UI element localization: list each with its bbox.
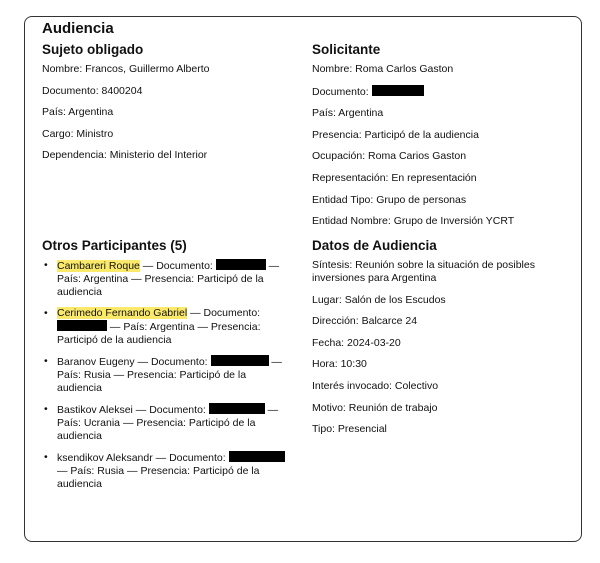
datos-tipo: Tipo: Presencial xyxy=(312,423,387,436)
solicitante-representacion: Representación: En representación xyxy=(312,171,477,184)
datos-audiencia-section xyxy=(312,238,572,445)
sujeto-pais: País: Argentina xyxy=(42,106,114,119)
redaction-box xyxy=(209,403,265,414)
participant-item xyxy=(42,403,292,443)
participant-name: ksendikov Aleksandr xyxy=(57,452,153,464)
participant-details: — País: Rusia — Presencia: Participó de la audiencia xyxy=(57,356,282,394)
participant-name: Bastikov Aleksei xyxy=(57,404,133,416)
datos-interes: Interés invocado: Colectivo xyxy=(312,379,439,392)
datos-lugar: Lugar: Salón de los Escudos xyxy=(312,293,446,306)
datos-hora: Hora: 10:30 xyxy=(312,358,367,371)
participant-name-highlighted: Cambareri Roque xyxy=(57,260,140,272)
datos-fecha: Fecha: 2024-03-20 xyxy=(312,336,401,349)
participant-list xyxy=(42,259,292,491)
participant-item xyxy=(42,451,292,491)
solicitante-entidad-tipo: Entidad Tipo: Grupo de personas xyxy=(312,193,467,206)
participant-doc-label: — Documento: xyxy=(139,260,216,272)
solicitante-entidad-nombre: Entidad Nombre: Grupo de Inversión YCRT xyxy=(312,215,515,228)
participant-doc-label: — Documento: xyxy=(134,356,211,368)
solicitante-ocupacion: Ocupación: Roma Carios Gaston xyxy=(312,150,467,163)
solicitante-documento-label: Documento: xyxy=(312,85,369,98)
sujeto-heading: Sujeto obligado xyxy=(42,42,144,57)
redaction-box xyxy=(216,259,266,270)
redaction-box xyxy=(372,85,424,96)
participant-details: — País: Argentina — Presencia: Participó de la audiencia xyxy=(57,321,261,346)
otros-participantes-section xyxy=(42,238,292,499)
sujeto-dependencia: Dependencia: Ministerio del Interior xyxy=(42,149,208,162)
participant-doc-label: — Documento: xyxy=(187,307,261,319)
participant-details: — País: Ucrania — Presencia: Participó de la audiencia xyxy=(57,404,279,442)
redaction-box xyxy=(57,320,107,331)
participant-details: — País: Argentina — Presencia: Participó de la audiencia xyxy=(57,260,280,298)
solicitante-presencia: Presencia: Participó de la audiencia xyxy=(312,128,479,141)
sujeto-obligado-section xyxy=(42,42,292,171)
participant-name-highlighted: Cerimedo Fernando Gabriel xyxy=(57,307,188,319)
datos-sintesis: Síntesis: Reunión sobre la situación de posibles inversiones para Argentina xyxy=(312,259,535,284)
participant-details: — País: Rusia — Presencia: Participó de la audiencia xyxy=(57,465,260,490)
sujeto-cargo: Cargo: Ministro xyxy=(42,127,114,140)
datos-motivo: Motivo: Reunión de trabajo xyxy=(312,401,438,414)
solicitante-pais: País: Argentina xyxy=(312,107,384,120)
redaction-box xyxy=(211,355,269,366)
solicitante-section xyxy=(312,42,582,237)
solicitante-nombre: Nombre: Roma Carlos Gaston xyxy=(312,63,454,75)
otros-heading: Otros Participantes (5) xyxy=(42,238,187,253)
sujeto-nombre: Nombre: Francos, Guillermo Alberto xyxy=(42,63,210,75)
participant-item xyxy=(42,259,292,299)
solicitante-heading: Solicitante xyxy=(312,42,381,57)
solicitante-documento xyxy=(312,85,582,99)
datos-heading: Datos de Audiencia xyxy=(312,238,437,253)
page-title: Audiencia xyxy=(42,20,114,37)
participant-name: Baranov Eugeny xyxy=(57,356,135,368)
sujeto-documento: Documento: 8400204 xyxy=(42,84,143,97)
datos-direccion: Dirección: Balcarce 24 xyxy=(312,315,418,328)
participant-doc-label: — Documento: xyxy=(132,404,209,416)
redaction-box xyxy=(229,451,285,462)
participant-item xyxy=(42,355,292,395)
participant-doc-label: — Documento: xyxy=(152,452,229,464)
participant-item xyxy=(42,307,292,347)
